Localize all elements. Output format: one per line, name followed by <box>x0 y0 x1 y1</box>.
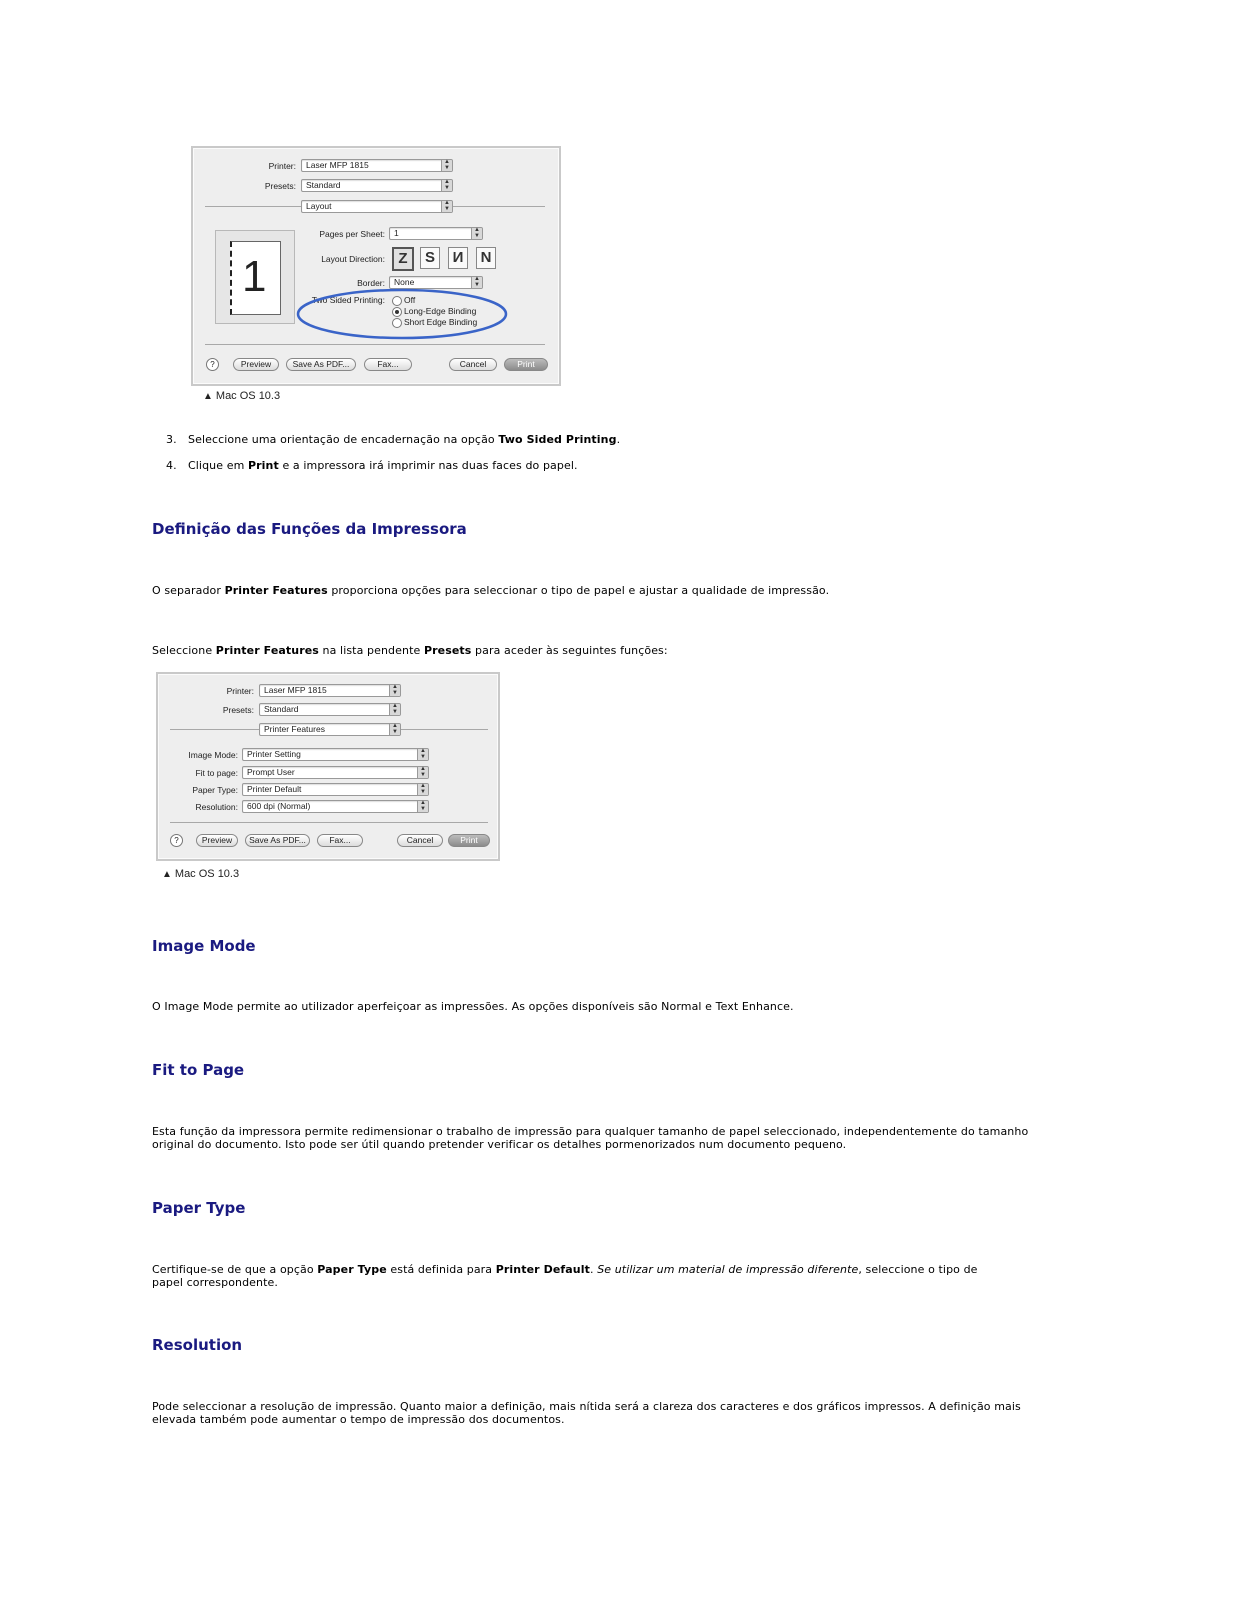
chevron-updown-icon: ▲ ▼ <box>389 724 400 735</box>
two-sided-printing-label: Two Sided Printing: <box>311 295 385 305</box>
heading-resolution: Resolution <box>152 1336 243 1354</box>
chevron-updown-icon: ▲ ▼ <box>471 277 482 288</box>
heading-fit-to-page: Fit to Page <box>152 1061 245 1079</box>
printer-label: Printer: <box>268 161 296 171</box>
chevron-updown-icon: ▲ ▼ <box>441 160 452 171</box>
chevron-updown-icon: ▲ ▼ <box>441 201 452 212</box>
heading-image-mode: Image Mode <box>152 937 256 955</box>
paragraph-paper-type: Certifique-se de que a opção Paper Type está definida para Printer Default. Se utilizar um material de impressão diferente, seleccione o tipo de papel correspondente. <box>152 1263 978 1289</box>
print-button[interactable]: Print <box>504 358 548 371</box>
caption-1: ▲ Mac OS 10.3 <box>203 390 281 402</box>
chevron-updown-icon: ▲ ▼ <box>417 784 428 795</box>
chevron-updown-icon: ▲ ▼ <box>389 704 400 715</box>
triangle-icon: ▲ <box>162 869 172 880</box>
resolution-select[interactable]: 600 dpi (Normal) ▲ ▼ <box>242 800 429 813</box>
paragraph-select-presets: Seleccione Printer Features na lista pendente Presets para aceder às seguintes funções: <box>152 644 668 657</box>
paper-type-select[interactable]: Printer Default ▲ ▼ <box>242 783 429 796</box>
chevron-updown-icon: ▲ ▼ <box>471 228 482 239</box>
presets-select[interactable]: Standard ▲ ▼ <box>259 703 401 716</box>
help-button[interactable]: ? <box>170 834 183 847</box>
image-mode-label: Image Mode: <box>188 750 238 760</box>
paper-type-label: Paper Type: <box>192 785 238 795</box>
heading-printer-features: Definição das Funções da Impressora <box>152 520 467 538</box>
help-button[interactable]: ? <box>206 358 219 371</box>
print-dialog-printer-features <box>156 672 500 861</box>
presets-select[interactable]: Standard ▲ ▼ <box>301 179 453 192</box>
radio-short-edge-label: Short Edge Binding <box>404 317 478 327</box>
radio-long-edge-label: Long-Edge Binding <box>404 306 477 316</box>
chevron-updown-icon: ▲ ▼ <box>417 767 428 778</box>
layout-direction-label: Layout Direction: <box>321 254 385 264</box>
save-as-pdf-button[interactable]: Save As PDF... <box>286 358 356 371</box>
presets-label: Presets: <box>222 705 254 715</box>
chevron-updown-icon: ▲ ▼ <box>417 749 428 760</box>
step-3: 3. Seleccione uma orientação de encadernação na opção Two Sided Printing. <box>166 433 621 446</box>
presets-label: Presets: <box>264 181 296 191</box>
border-select[interactable]: None ▲ ▼ <box>389 276 483 289</box>
print-button[interactable]: Print <box>448 834 490 847</box>
printer-select[interactable]: Laser MFP 1815 ▲ ▼ <box>301 159 453 172</box>
chevron-updown-icon: ▲ ▼ <box>389 685 400 696</box>
radio-off-label: Off <box>404 295 416 305</box>
layout-direction-z-icon[interactable]: Z <box>392 247 414 271</box>
printer-select[interactable]: Laser MFP 1815 ▲ ▼ <box>259 684 401 697</box>
heading-paper-type: Paper Type <box>152 1199 246 1217</box>
resolution-label: Resolution: <box>195 802 238 812</box>
chevron-updown-icon: ▲ ▼ <box>417 801 428 812</box>
step-4: 4. Clique em Print e a impressora irá imprimir nas duas faces do papel. <box>166 459 578 472</box>
layout-direction-n-icon[interactable]: N <box>476 247 496 269</box>
cancel-button[interactable]: Cancel <box>449 358 497 371</box>
print-dialog-layout <box>191 146 561 386</box>
fax-button[interactable]: Fax... <box>317 834 363 847</box>
layout-direction-s-icon[interactable]: S <box>420 247 440 269</box>
pages-per-sheet-select[interactable]: 1 ▲ ▼ <box>389 227 483 240</box>
preview-button[interactable]: Preview <box>233 358 279 371</box>
panel-select[interactable]: Printer Features ▲ ▼ <box>259 723 401 736</box>
printer-label: Printer: <box>226 686 254 696</box>
fax-button[interactable]: Fax... <box>364 358 412 371</box>
paragraph-printer-features: O separador Printer Features proporciona opções para seleccionar o tipo de papel e ajustar a qualidade de impressão. <box>152 584 830 597</box>
triangle-icon: ▲ <box>203 391 213 402</box>
separator <box>170 822 488 823</box>
border-label: Border: <box>357 278 385 288</box>
preview-button[interactable]: Preview <box>196 834 238 847</box>
fit-to-page-label: Fit to page: <box>195 768 238 778</box>
paragraph-resolution: Pode seleccionar a resolução de impressão. Quanto maior a definição, mais nítida será a clareza dos caracteres e dos gráficos impressos. A definição mais elevada também pode aumentar o tempo de impressão dos documentos. <box>152 1400 1021 1426</box>
panel-select[interactable]: Layout ▲ ▼ <box>301 200 453 213</box>
paragraph-fit-to-page: Esta função da impressora permite redimensionar o trabalho de impressão para qualquer tamanho de papel seleccionado, independentemente do tamanho original do documento. Isto pode ser útil quando pretender verificar os detalhes pormenorizados num documento pequeno. <box>152 1125 1029 1151</box>
paragraph-image-mode: O Image Mode permite ao utilizador aperfeiçoar as impressões. As opções disponíveis são Normal e Text Enhance. <box>152 1000 794 1013</box>
page-number: 1 <box>242 252 267 301</box>
layout-direction-n-reverse-icon[interactable]: И <box>448 247 468 269</box>
pages-per-sheet-label: Pages per Sheet: <box>319 229 385 239</box>
image-mode-select[interactable]: Printer Setting ▲ ▼ <box>242 748 429 761</box>
save-as-pdf-button[interactable]: Save As PDF... <box>245 834 310 847</box>
cancel-button[interactable]: Cancel <box>397 834 443 847</box>
highlight-ellipse <box>193 148 559 384</box>
chevron-updown-icon: ▲ ▼ <box>441 180 452 191</box>
caption-2: ▲ Mac OS 10.3 <box>162 868 240 880</box>
separator <box>205 344 545 345</box>
fit-to-page-select[interactable]: Prompt User ▲ ▼ <box>242 766 429 779</box>
